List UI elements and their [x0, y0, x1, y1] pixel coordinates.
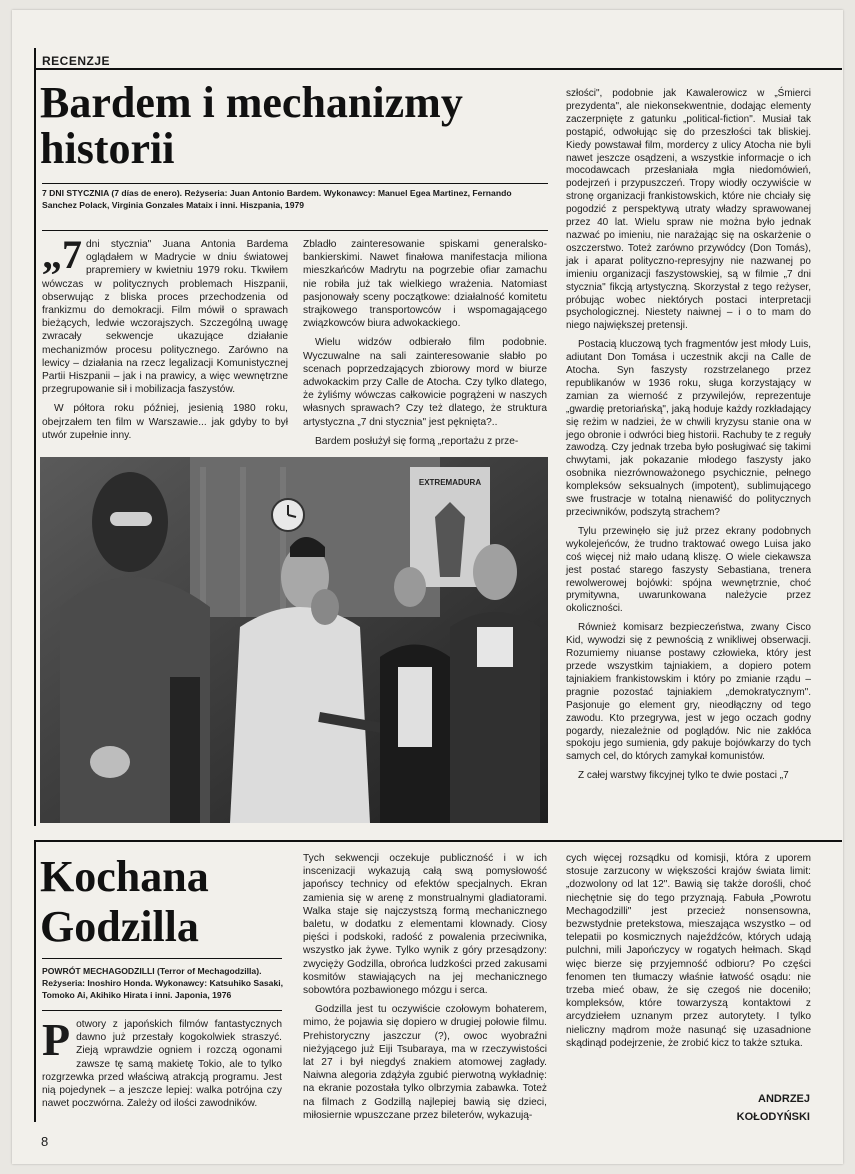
article1-col1-para1: dni stycznia" Juana Antonia Bardema oglądałem w Madrycie w dniu światowej prapremiery w kwietniu 1979 roku. Tkwiłem wówczas w politycznych problemach Hiszpanii, obserwując z bliska proces przechodzenia od frankizmu do demokracji. Film mówił o sprawach bieżących, ledwie wczorajszych. Szczególną uwagę zwracały sekwencje ukazujące działanie mechanizmów procesu politycznego. Zarówno na lewicy – działania na rzecz legalizacji Komunistycznej Partii Hiszpanii – jak i na prawicy, a więc wewnętrzne przegrupowanie sił i mobilizacja faszystów. — [42, 239, 288, 396]
article1-column-1 — [42, 232, 288, 448]
left-vertical-rule-lower — [34, 842, 36, 1122]
article2-col2-para2: Godzilla jest tu oczywiście czołowym bohaterem, mimo, że pojawia się dopiero w drugiej połowie filmu. Prehistoryczny jaszczur (?), owoc wyobraźni nieżyjącego już Eiji Tsubaraya, ma w rzeczywistości lat 27 i był niegdyś znakiem atomowej zagłady. Naiwna alegoria zdążyła zgubić pierwotną wykładnię: na ekranie pozostała tylko olbrzymia zabawka. Toteż na filmach z Godzillą najlepiej bawią się dzieci, miłosiernie wpuszczane przez bileterów, wykazują- — [303, 1004, 547, 1121]
article1-title-line2: historii — [40, 124, 175, 173]
article1-col3-para1: szłości", podobnie jak Kawalerowicz w „Śmierci prezydenta", ale niekonsekwentnie, dodając elementy zaczerpnięte z gatunku „political-fiction". Musiał tak postąpić, odwołując się do przeszłości tak bliskiej. Kiedy powstawał film, mordercy z ulicy Atocha nie byli nawet jeszcze osądzeni, a wszystkie informacje o ich mocodawcach przesłaniała mgła niedomówień, podejrzeń i przypuszczeń. Tropy wiodły oczywiście w stronę organizacji frankistowskich, które nie chciały się pogodzić z perspektywą utraty władzy sprawowanej przez 40 lat. Wielu spraw nie można było jednak nazwać po imieniu, nie narażając się na oskarżenie o oszczerstwo. Toteż zarówno przywódcy (Don Tomás), jak i aparat polityczno-represyjny nie nazwanej po imieniu organizacji faszystowskiej, są w filmie „7 dni stycznia" fikcją artystyczną. Skorzystał z tego reżyser, próbując wobec niektórych postaci interpretacji psychologicznej. Niestety naiwnej – i o to mam do niego największej pretensji. — [566, 88, 811, 332]
author-byline — [690, 1090, 810, 1126]
article1-column-3 — [566, 88, 811, 789]
article1-col2-para1: Zbladło zainteresowanie spiskami generalsko-bankierskimi. Nawet finałowa manifestacja miliona mieszkańców Madrytu na pogrzebie ofiar zamachu nie robiła już tak wielkiego wrażenia. Natomiast pasjonowały sceny początkowe: działalność komitetu strajkowego transportowców i wspomagającego związkowców biura adwokackiego. — [303, 239, 547, 330]
article1-credits: 7 DNI STYCZNIA (7 días de enero). Reżyseria: Juan Antonio Bardem. Wykonawcy: Manuel Egea Martinez, Fernando Sanchez Polack, Virginia Gonzales Mataix i inni. Hiszpania, 1979 — [42, 188, 512, 210]
article2-title — [40, 852, 290, 952]
article1-column-2 — [303, 238, 547, 454]
opening-quote-seven: „7 — [42, 232, 82, 277]
header-rule — [34, 68, 842, 70]
film-still-photo — [40, 457, 548, 823]
page-number: 8 — [41, 1134, 49, 1149]
dropcap-letter-p: P — [42, 1014, 71, 1065]
section-label: RECENZJE — [42, 54, 111, 68]
article1-col3-para3: Tylu przewinęło się już przez ekrany podobnych wykolejeńców, że trudno traktować owego Luisa jako coś więcej niż mało udaną kliszę. O wiele ciekawsza jest postać starego faszysty Sebastiana, trenera rewolwerowej bojówki: spójna wewnętrznie, choć prymitywna, uwarunkowana należycie przez okoliczności. — [566, 525, 811, 615]
article1-col3-para5: Z całej warstwy fikcyjnej tylko te dwie postaci „7 — [578, 770, 789, 782]
section-divider-rule — [34, 840, 842, 842]
poster-text: EXTREMADURA — [418, 478, 482, 487]
article2-column-1 — [42, 1014, 282, 1116]
article1-title — [40, 80, 560, 172]
author-first-name: ANDRZEJ — [758, 1093, 810, 1105]
article1-col2-para2: Wielu widzów odbierało film podobnie. Wyczuwalne na sali zainteresowanie słabło po scenach poprzedzających zbiorowy mord w biurze adwokackim przy Calle de Atocha. Czy tylko dlatego, że żyliśmy wówczas całkowicie pogrążeni w naszych własnych sprawach? Czy też dlatego, że struktura artystyczna „7 dni stycznia" jest pęknięta?.. — [303, 337, 547, 428]
article2-title-line2: Godzilla — [40, 902, 199, 951]
title-underline — [42, 183, 548, 184]
article2-title-line1: Kochana — [40, 852, 209, 901]
article2-credits: POWRÓT MECHAGODZILLI (Terror of Mechagodzilla). Reżyseria: Inoshiro Honda. Wykonawcy: Katsuhiko Sasaki, Tomoko Ai, Akihiko Hirata i inni. Japonia, 1976 — [42, 966, 284, 1000]
article1-col2-para3: Bardem posłużył się formą „reportażu z prze- — [315, 435, 519, 447]
film-still-illustration — [40, 457, 548, 823]
article2-col1-para1: otwory z japońskich filmów fantastycznych dawno już przestały kogokolwiek straszyć. Zieją wprawdzie ogniem i rozczą ogonami zawsze tę samą makietę Tokio, ale to tylko rozgrzewka przed właściwą atrakcją programu. Jest nią pojedynek – a jeszcze lepiej: walka potrójna czy nawet poczwórna. Zależy od ilości zawodników. — [42, 1019, 282, 1110]
article1-col3-para2: Postacią kluczową tych fragmentów jest młody Luis, adiutant Don Tomása i uczestnik akcji na Calle de Atocha. Syn faszysty rozstrzelanego przez republikanów w 1936 roku, sługa korzystający w zamian za wierność z przywilejów, reprezentuje „gwardię pretoriańską", jaką hoduje każdy rozkładający się reżim w nadziei, że w chwili kryzysu stanie ona w jego obronie i odwróci bieg historii. Rachuby te z reguły zawodzą. Czy jednak trzeba było posługiwać się takimi chwytami, jak pokazanie młodego faszysty jako osobnika niezrównoważonego psychicznie, pełnego kompleksów seksualnych (impotent), sublimującego swe frustracje w totalną nienawiść do politycznych przeciwników, podszytą strachem? — [566, 339, 811, 518]
article1-col3-para4: Również komisarz bezpieczeństwa, zwany Cisco Kid, wywodzi się z pewnością z wnikliwej obserwacji. Rozumiemy niuanse postawy człowieka, który jest przede wszystkim tajniakiem, a dopiero potem tajniakiem frankistowskim i który po zmianie rządu – pragnie pozostać tajniakiem „demokratycznym". Pasjonuje go element gry, nieodłączny od tego zawodu. Kto przegrywa, jest w jego oczach godny pogardy, niezależnie od poglądów. Nic nie zakłóca spokoju jego sumienia, gdy pakuje bojówkarzy do tych samych cel, do których zamykał komunistów. — [566, 622, 811, 763]
article1-col1-para2: W półtora roku później, jesienią 1980 roku, obejrzałem ten film w Warszawie... jak gdyby to był utwór zupełnie inny. — [42, 403, 288, 441]
author-last-name: KOŁODYŃSKI — [736, 1111, 810, 1123]
article2-title-underline — [42, 958, 282, 959]
article2-col2-para1: Tych sekwencji oczekuje publiczność i w ich inscenizacji wykazują całą swą pomysłowość japońscy technicy od efektów specjalnych. Ekran zamienia się w arenę z monstrualnymi gladiatorami. Walka staje się najczystszą formą mechanicznego baletu, w dodatku z elementami klownady. Ciosy pięści i podskoki, radość z powalenia przeciwnika, wszystko jak żywe. Tylko wynik z góry przesądzony: zwycięży Godzilla, obrońca ludzkości przed zakusami kosmitów stawiających na jej mechanicznego sobowtóra pozbawionego mózgu i serca. — [303, 853, 547, 997]
credits-underline — [42, 230, 548, 231]
article2-credits-underline — [42, 1010, 282, 1011]
article2-column-3 — [566, 852, 811, 1056]
article2-col3-para1: cych więcej rozsądku od komisji, która z uporem stosuje zarzucony w większości krajów świata limit: „dozwolony od lat 12". Bawią się także dorośli, choć niechętnie się do tego przyznają. Fabuła „Powrotu Mechagodzilli" jest przecież nonsensowna, bezwstydnie pretekstowa, mieszająca wszystko – od telepatii po kosmicznych najeźdźców, których udają pulchni, mili Japończycy w rogatych hełmach. Skąd więc bierze się przyjemność odbioru? Po części fenomen ten tłumaczy właśnie łatwość osądu: nie trzeba mieć obaw, że się czegoś nie doceniło; kompleksów, które towarzyszą kontaktowi z arcydziełem uznanym przez autorytety. I tylko nieliczny mądrom może nasunąć się uzasadnione skądinąd podejrzenie, że zrobić kicz to także sztuka. — [566, 853, 811, 1049]
article1-title-line1: Bardem i mechanizmy — [40, 78, 463, 127]
left-vertical-rule — [34, 48, 36, 826]
article2-column-2 — [303, 852, 547, 1128]
